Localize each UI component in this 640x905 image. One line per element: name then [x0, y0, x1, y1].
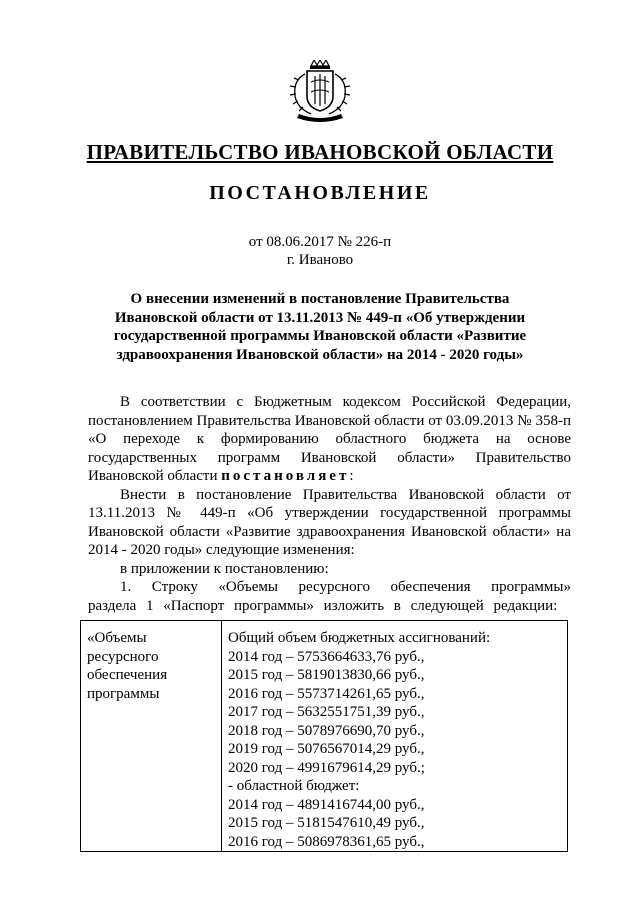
document-date-number: от 08.06.2017 № 226-п	[248, 234, 392, 250]
paragraph-amend: Внести в постановление Правительства Ивановской области от 13.11.2013 № 449-п «Об утверждении государственной программы Ивановской области «Развитие здравоохранения Ивановской области» на 2014 - 2020 годы» следующие изменения:	[88, 486, 571, 558]
funding-line: 2014 год – 4891416744,00 руб.,	[228, 796, 425, 813]
funding-line: 2016 год – 5086978361,65 руб.,	[228, 833, 425, 850]
document-type: ПОСТАНОВЛЕНИЕ	[209, 182, 431, 204]
funding-line: - областной бюджет:	[228, 778, 360, 794]
funding-line: 2017 год – 5632551751,39 руб.,	[228, 704, 425, 720]
document-subject: О внесении изменений в постановление Правительства Ивановской области от 13.11.2013 № 449-п «Об утверждении государственной программы Ивановской области «Развитие здравоохранения Ивановской области» на 2014 - 2020 годы»	[113, 291, 527, 363]
coat-of-arms-emblem	[285, 60, 355, 122]
table-values-cell	[222, 621, 568, 852]
table-label-cell: «Объемы ресурсного обеспечения программы	[81, 621, 222, 852]
paragraph-appendix: в приложении к постановлению:	[120, 560, 329, 577]
paragraph-preamble	[88, 393, 571, 486]
document-body	[88, 393, 571, 615]
resource-table	[80, 620, 568, 852]
funding-line: 2018 год – 5078976690,70 руб.,	[228, 722, 425, 739]
funding-line: Общий объем бюджетных ассигнований:	[228, 630, 491, 646]
funding-line: 2019 год – 5076567014,29 руб.,	[228, 741, 425, 757]
paragraph-item-1: 1. Строку «Объемы ресурсного обеспечения программы» раздела 1 «Паспорт программы» изложить в следующей редакции:	[88, 579, 571, 614]
preamble-colon: :	[349, 468, 354, 484]
document-city: г. Иваново	[286, 252, 354, 268]
funding-line: 2014 год – 5753664633,76 руб.,	[228, 648, 425, 665]
table-row	[81, 621, 568, 852]
resolves-word: постановляет	[221, 468, 350, 484]
funding-line: 2016 год – 5573714261,65 руб.,	[228, 685, 425, 702]
funding-line: 2015 год – 5181547610,49 руб.,	[228, 815, 425, 831]
funding-line: 2020 год – 4991679614,29 руб.;	[228, 759, 425, 776]
government-name: ПРАВИТЕЛЬСТВО ИВАНОВСКОЙ ОБЛАСТИ	[86, 140, 554, 164]
funding-line: 2015 год – 5819013830,66 руб.,	[228, 667, 425, 683]
preamble-text: В соответствии с Бюджетным кодексом Российской Федерации, постановлением Правительства Ивановской области от 03.09.2013 № 358-п «О переходе к формированию областного бюджета на основе государственных программ Ивановской области» Правительство Ивановской области	[88, 394, 571, 484]
